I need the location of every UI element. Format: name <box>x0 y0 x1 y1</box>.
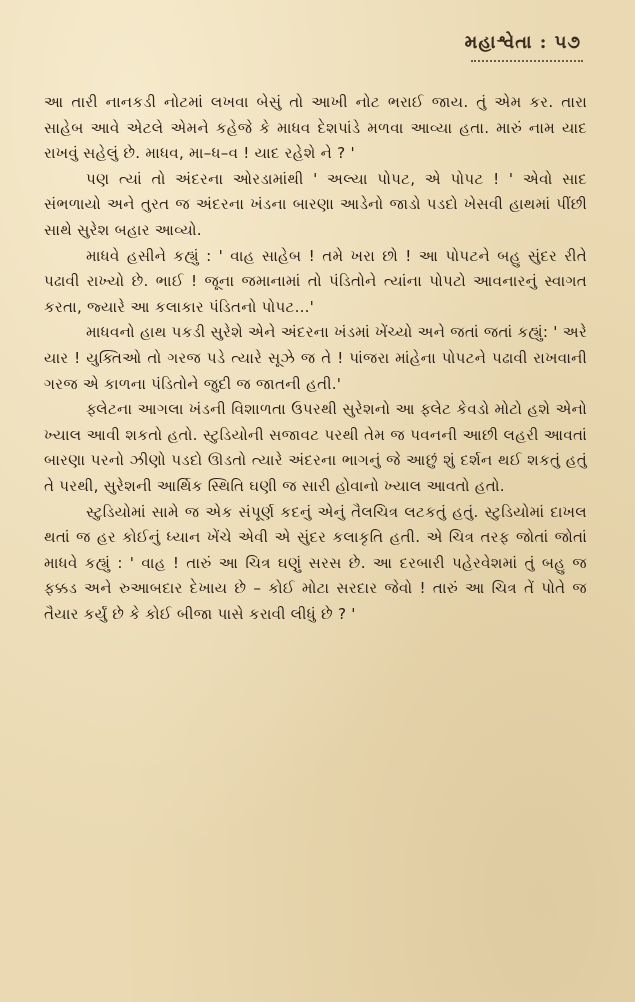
header-underline <box>471 60 583 62</box>
paragraph-4: માધવનો હાથ પકડી સુરેશે એને અંદરના ખંડમાં ખેંચ્યો અને જતાં જતાં કહ્યું: ' અરે યાર ! યુક્તિઓ તો ગરજ પડે ત્યારે સૂઝે જ તે ! પાંજરા માંહેના પોપટને પઢાવી રાખવાની ગરજ એ કાળના પંડિતોને જુદી જ જાતની હતી.' <box>44 323 587 393</box>
paragraph-1: આ તારી નાનકડી નોટમાં લખવા બેસું તો આખી નોટ ભરાઈ જાય. તું એમ કર. તારા સાહેબ આવે એટલે એમને કહેજે કે માધવ દેશપાંડે મળવા આવ્યા હતા. મારું નામ યાદ રાખવું સહેલું છે. માધવ, મા–ધ–વ ! યાદ રહેશે ને ? ' <box>44 93 587 163</box>
paragraph-6: સ્ટુડિયોમાં સામે જ એક સંપૂર્ણ કદનું એનું તૈલચિત્ર લટકતું હતું. સ્ટુડિયોમાં દાખલ થતાં જ હર કોઈનું ધ્યાન ખેંચે એવી એ સુંદર કલાકૃતિ હતી. એ ચિત્ર તરફ જોતાં જોતાં માધવે કહ્યું : ' વાહ ! તારું આ ચિત્ર ઘણું સરસ છે. આ દરબારી પહેરવેશમાં તું બહુ જ ફક્કડ અને રુઆબદાર દેખાય છે – કોઈ મોટા સરદાર જેવો ! તારું આ ચિત્ર તેં પોતે જ તૈયાર કર્યું છે કે કોઈ બીજા પાસે કરાવી લીધું છે ? ' <box>44 502 587 623</box>
running-header: મહાશ્વેતા : ૫૭ <box>464 32 581 53</box>
paragraph-3: માધવે હસીને કહ્યું : ' વાહ સાહેબ ! તમે ખરા છો ! આ પોપટને બહુ સુંદર રીતે પઢાવી રાખ્યો છે. ભાઈ ! જૂના જમાનામાં તો પંડિતોને ત્યાંના પોપટો આવનારનું સ્વાગત કરતા, જ્યારે આ કલાકાર પંડિતનો પોપટ...' <box>44 246 587 316</box>
paragraph-2: પણ ત્યાં તો અંદરના ઓરડામાંથી ' અલ્યા પોપટ, એ પોપટ ! ' એવો સાદ સંભળાયો અને તુરત જ અંદરના ખંડના બારણા આડેનો જાડો પડદો ખેસવી હાથમાં પીંછી સાથે સુરેશ બહાર આવ્યો. <box>44 169 587 239</box>
body-text <box>44 90 587 627</box>
paragraph-5: ફ્લેટના આગલા ખંડની વિશાળતા ઉપરથી સુરેશનો આ ફ્લેટ કેવડો મોટો હશે એનો ખ્યાલ આવી શકતો હતો. સ્ટુડિયોની સજાવટ પરથી તેમ જ પવનની આછી લહરી આવતાં બારણા પરનો ઝીણો પડદો ઊડતો ત્યારે અંદરના ભાગનું જે આછું શું દર્શન થઈ શકતું હતું તે પરથી, સુરેશની આર્થિક સ્થિતિ ઘણી જ સારી હોવાનો ખ્યાલ આવતો હતો. <box>44 400 587 495</box>
